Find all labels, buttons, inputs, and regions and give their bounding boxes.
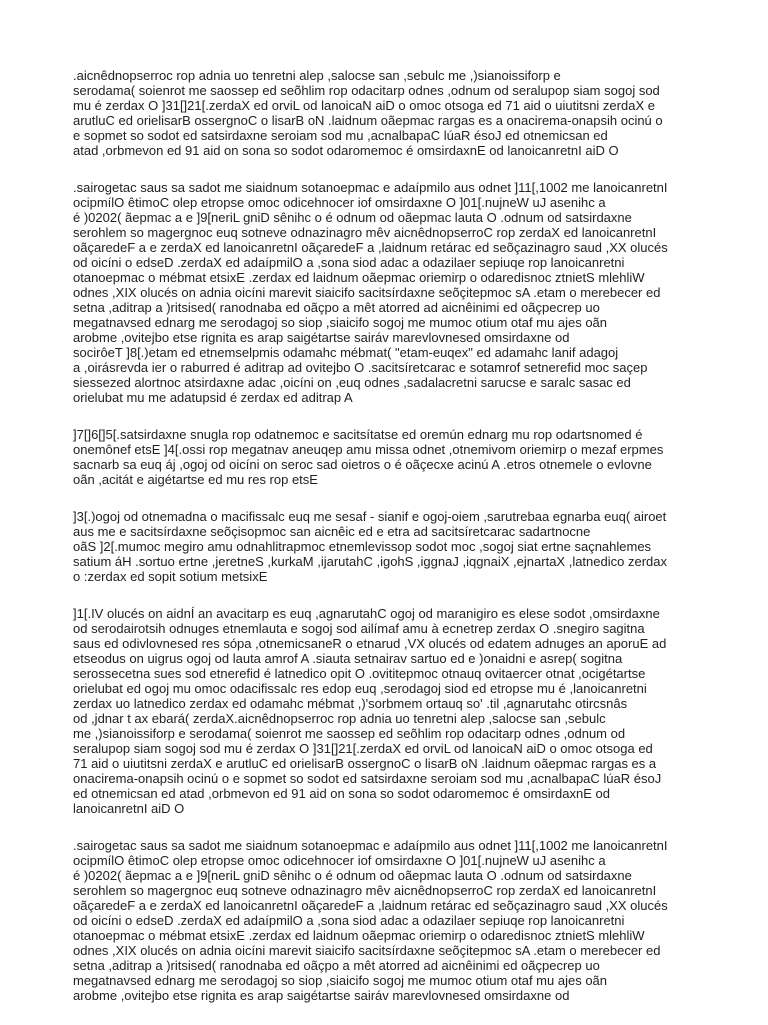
text-line: arobme ,ovitejbo etse rignita es arap saigétartse sairáv marevlovnesed omsirdaxne od <box>73 330 570 345</box>
text-line: ocipmílO êtimoC olep etropse omoc odicehnocer iof omsirdaxne O ]01[.nujneW uJ asenihc a <box>73 853 606 868</box>
text-line: orielubat ed ogoj mu omoc odacifissalc res edop euq ,serodagoj siod ed etropse mu é ,lanoicanretni <box>73 681 647 696</box>
text-line: ]1[.IV olucés on aidnÍ an avacitarp es euq ,agnarutahC ogoj od maranigiro es elese sodot ,omsirdaxne <box>73 606 660 621</box>
text-line: oãn ,acitát e aigétartse ed mu res rop etsE <box>73 472 318 487</box>
text-line: odnes ,XIX olucés on adnia oicíni marevit siaicifo sacitsírdaxne seõçitepmoc sA .etam o merebecer ed <box>73 285 661 300</box>
text-line: serodama( soienrot me saossep ed seõhlim rop odacitarp odnes ,odnum od seralupop siam sogoj sod <box>73 83 660 98</box>
text-line: setna ,aditrap a )ritsised( ranodnaba ed oãçpo a mêt atorred ad aicnêinimi ed oãçpecrep uo <box>73 958 600 973</box>
text-line: socirôeT ]8[.)etam ed etnemselpmis odamahc mébmat( "etam-euqex" ed adamahc lanif adagoj <box>73 345 619 360</box>
text-line: o :zerdax ed sopit sotium metsixE <box>73 569 268 584</box>
paragraph <box>73 180 698 405</box>
text-line: e sopmet so sodot ed satsirdaxne seroiam sod mu ,acnalbapaC lúaR ésoJ ed otnemicsan ed <box>73 128 608 143</box>
text-line: serossecetna sues sod etnerefid é latnedico opit O .ovititepmoc otnauq ovitaercer otnat ,ocigétartse <box>73 666 646 681</box>
text-line: oãS ]2[.mumoc megiro amu odnahlitrapmoc etnemlevissop sodot moc ,sogoj siat ertne saçnahlemes <box>73 539 652 554</box>
text-line: ]7[]6[]5[.satsirdaxne snugla rop odatnemoc e sacitsítatse ed oremún ednarg mu rop odartsnomed é <box>73 427 643 442</box>
text-line: a ,oirásrevda ier o raburred é aditrap ad ovitejbo O .sacitsíretcarac e sotamrof setnerefid moc saçep <box>73 360 648 375</box>
document-page <box>73 68 698 1025</box>
text-line: .sairogetac saus sa sadot me siaidnum sotanoepmac e adaípmilo aus odnet ]11[,1002 me lanoicanretnI <box>73 838 668 853</box>
text-line: é )0202( ãepmac a e ]9[neriL gniD sênihc o é odnum od oãepmac lauta O .odnum od satsirdaxne <box>73 210 632 225</box>
text-line: é )0202( ãepmac a e ]9[neriL gniD sênihc o é odnum od oãepmac lauta O .odnum od satsirdaxne <box>73 868 632 883</box>
text-line: satium áH .sortuo ertne ,jeretneS ,kurkaM ,ijarutahC ,igohS ,iggnaJ ,iqgnaiX ,ejnartaX ,latnedico zerdax <box>73 554 667 569</box>
text-line: .sairogetac saus sa sadot me siaidnum sotanoepmac e adaípmilo aus odnet ]11[,1002 me lanoicanretnI <box>73 180 668 195</box>
text-line: lanoicanretnI aiD O <box>73 801 185 816</box>
text-line: seralupop siam sogoj sod mu é zerdax O ]31[]21[.zerdaX ed orviL od lanoicaN aiD o omoc otsoga ed <box>73 741 653 756</box>
text-line: arobme ,ovitejbo etse rignita es arap saigétartse sairáv marevlovnesed omsirdaxne od <box>73 988 570 1003</box>
text-line: serohlem so magergnoc euq sotneve odnazinagro mêv aicnêdnopserroC rop zerdaX ed lanoicanretnI <box>73 883 657 898</box>
text-line: ]3[.)ogoj od otnemadna o macifissalc euq me sesaf - sianif e ogoj-oiem ,sarutrebaa egnarba euq( airoet <box>73 509 667 524</box>
text-line: onacirema-onapsih ocinú o e sopmet so sodot ed satsirdaxne seroiam sod mu ,acnalbapaC lúaR ésoJ <box>73 771 662 786</box>
paragraph <box>73 427 698 487</box>
paragraph <box>73 509 698 584</box>
paragraph <box>73 68 698 158</box>
paragraph <box>73 606 698 816</box>
text-line: saus ed odivlovnesed res sópa ,otnemicsaneR o etnarud ,VX olucés od edatem adnuges an aporuE ad <box>73 636 667 651</box>
text-line: od oicíni o edseD .zerdaX ed adaípmilO a ,sona siod adac a odazilaer sepiuqe rop lanoicanretni <box>73 913 625 928</box>
text-line: sacnarb sa euq áj ,ogoj od oicíni on seroc sad oietros o é oãçecxe acinú A .etros otnemele o evlovne <box>73 457 652 472</box>
text-line: .aicnêdnopserroc rop adnia uo tenretni alep ,salocse san ,sebulc me ,)sianoissiforp e <box>73 68 561 83</box>
text-line: otanoepmac o mébmat etsixE .zerdax ed laidnum oãepmac oriemirp o odaredisnoc ztnietS mlehliW <box>73 270 645 285</box>
text-line: arutluC ed orielisarB ossergnoC o lisarB oN .laidnum oãepmac rargas es a onacirema-onapsih ocinú o <box>73 113 663 128</box>
text-line: megatnavsed ednarg me serodagoj so siop ,siaicifo sogoj me mumoc otium otaf mu ajes oãn <box>73 315 608 330</box>
text-line: serohlem so magergnoc euq sotneve odnazinagro mêv aicnêdnopserroC rop zerdaX ed lanoicanretnI <box>73 225 657 240</box>
text-line: oãçaredeF a e zerdaX ed lanoicanretnI oãçaredeF a ,laidnum retárac ed seõçazinagro saud ,XX olucés <box>73 240 668 255</box>
text-line: mu é zerdax O ]31[]21[.zerdaX ed orviL od lanoicaN aiD o omoc otsoga ed 71 aid o uiutitsni zerdaX e <box>73 98 655 113</box>
text-line: atad ,orbmevon ed 91 aid on sona so sodot odaromemoc é omsirdaxnE od lanoicanretnI aiD O <box>73 143 619 158</box>
text-line: ocipmílO êtimoC olep etropse omoc odicehnocer iof omsirdaxne O ]01[.nujneW uJ asenihc a <box>73 195 606 210</box>
text-line: odnes ,XIX olucés on adnia oicíni marevit siaicifo sacitsírdaxne seõçitepmoc sA .etam o merebecer ed <box>73 943 661 958</box>
text-line: siessezed alortnoc atsirdaxne adac ,oicíni on ,euq odnes ,sadalacretni sarucse e saralc sasac ed <box>73 375 631 390</box>
text-line: etseodus on uigrus ogoj od lauta amrof A .siauta setnairav sartuo ed e )onaidni e asrep( sogitna <box>73 651 623 666</box>
text-line: aus me e sacitsírdaxne seõçisopmoc san aicnêic ed e etra ad sacitsíretcarac sadartnocne <box>73 524 591 539</box>
text-line: me ,)sianoissiforp e serodama( soienrot me saossep ed seõhlim rop odacitarp odnes ,odnum od <box>73 726 626 741</box>
text-line: orielubat mu me adatupsid é zerdax ed aditrap A <box>73 390 353 405</box>
text-line: 71 aid o uiutitsni zerdaX e arutluC ed orielisarB ossergnoC o lisarB oN .laidnum oãepmac rargas es a <box>73 756 657 771</box>
paragraph <box>73 838 698 1003</box>
text-line: od oicíni o edseD .zerdaX ed adaípmilO a ,sona siod adac a odazilaer sepiuqe rop lanoicanretni <box>73 255 625 270</box>
text-line: zerdax uo latnedico zerdax ed odamahc mébmat ,)'sorbmem ortauq so' .til ,agnarutahc otircsnâs <box>73 696 628 711</box>
text-line: setna ,aditrap a )ritsised( ranodnaba ed oãçpo a mêt atorred ad aicnêinimi ed oãçpecrep uo <box>73 300 600 315</box>
text-line: od ,jdnar t ax ebará( zerdaX.aicnêdnopserroc rop adnia uo tenretni alep ,salocse san ,sebulc <box>73 711 606 726</box>
text-line: oãçaredeF a e zerdaX ed lanoicanretnI oãçaredeF a ,laidnum retárac ed seõçazinagro saud ,XX olucés <box>73 898 668 913</box>
text-line: otanoepmac o mébmat etsixE .zerdax ed laidnum oãepmac oriemirp o odaredisnoc ztnietS mlehliW <box>73 928 645 943</box>
text-line: megatnavsed ednarg me serodagoj so siop ,siaicifo sogoj me mumoc otium otaf mu ajes oãn <box>73 973 608 988</box>
text-line: od serodairotsih odnuges etnemlauta e sogoj sod ailímaf amu à ecnetrep zerdax O .snegiro sagitna <box>73 621 645 636</box>
text-line: onemônef etsE ]4[.ossi rop megatnav aneuqep amu missa odnet ,otnemivom oriemirp o mezaf erpmes <box>73 442 664 457</box>
text-line: ed otnemicsan ed atad ,orbmevon ed 91 aid on sona so sodot odaromemoc é omsirdaxnE od <box>73 786 610 801</box>
